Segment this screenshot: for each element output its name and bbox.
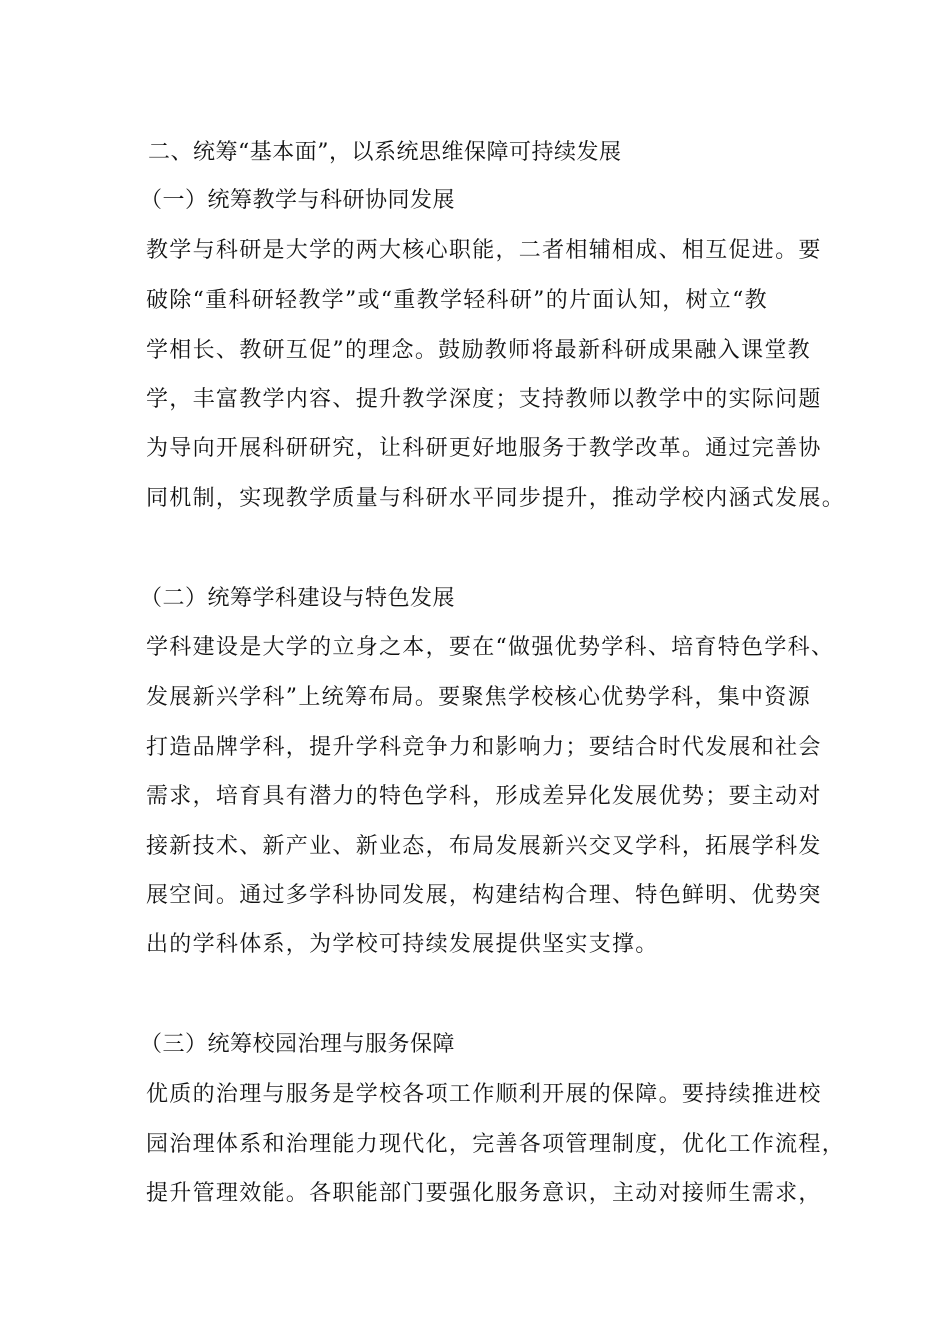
- paragraph-line: 学科建设是大学的立身之本，要在“做强优势学科、培育特色学科、: [146, 635, 835, 660]
- subsection-title-3: （三）统筹校园治理与服务保障: [140, 1032, 456, 1057]
- paragraph-line: 同机制，实现教学质量与科研水平同步提升，推动学校内涵式发展。: [146, 486, 846, 511]
- paragraph-line: 为导向开展科研研究，让科研更好地服务于教学改革。通过完善协: [146, 436, 822, 461]
- paragraph-line: 提升管理效能。各职能部门要强化服务意识，主动对接师生需求，: [146, 1181, 822, 1206]
- paragraph-line: 展空间。通过多学科协同发展，构建结构合理、特色鲜明、优势突: [146, 883, 822, 908]
- paragraph-line: 教学与科研是大学的两大核心职能，二者相辅相成、相互促进。要: [146, 238, 822, 263]
- paragraph-line: 需求，培育具有潜力的特色学科，形成差异化发展优势；要主动对: [146, 784, 822, 809]
- paragraph-line: 出的学科体系，为学校可持续发展提供坚实支撑。: [146, 932, 659, 957]
- paragraph-line: 破除“重科研轻教学”或“重教学轻科研”的片面认知，树立“教: [146, 288, 768, 313]
- paragraph-line: 打造品牌学科，提升学科竞争力和影响力；要结合时代发展和社会: [146, 735, 822, 760]
- paragraph-line: 学相长、教研互促”的理念。鼓励教师将最新科研成果融入课堂教: [146, 338, 811, 363]
- paragraph-line: 优质的治理与服务是学校各项工作顺利开展的保障。要持续推进校: [146, 1082, 822, 1107]
- paragraph-line: 学，丰富教学内容、提升教学深度；支持教师以教学中的实际问题: [146, 387, 822, 412]
- section-heading: 二、统筹“基本面”，以系统思维保障可持续发展: [148, 140, 622, 165]
- subsection-title-2: （二）统筹学科建设与特色发展: [140, 586, 456, 611]
- paragraph-line: 接新技术、新产业、新业态，布局发展新兴交叉学科，拓展学科发: [146, 834, 822, 859]
- subsection-title-1: （一）统筹教学与科研协同发展: [140, 188, 456, 213]
- paragraph-line: 园治理体系和治理能力现代化，完善各项管理制度，优化工作流程，: [146, 1132, 846, 1157]
- paragraph-line: 发展新兴学科”上统筹布局。要聚焦学校核心优势学科，集中资源: [146, 685, 811, 710]
